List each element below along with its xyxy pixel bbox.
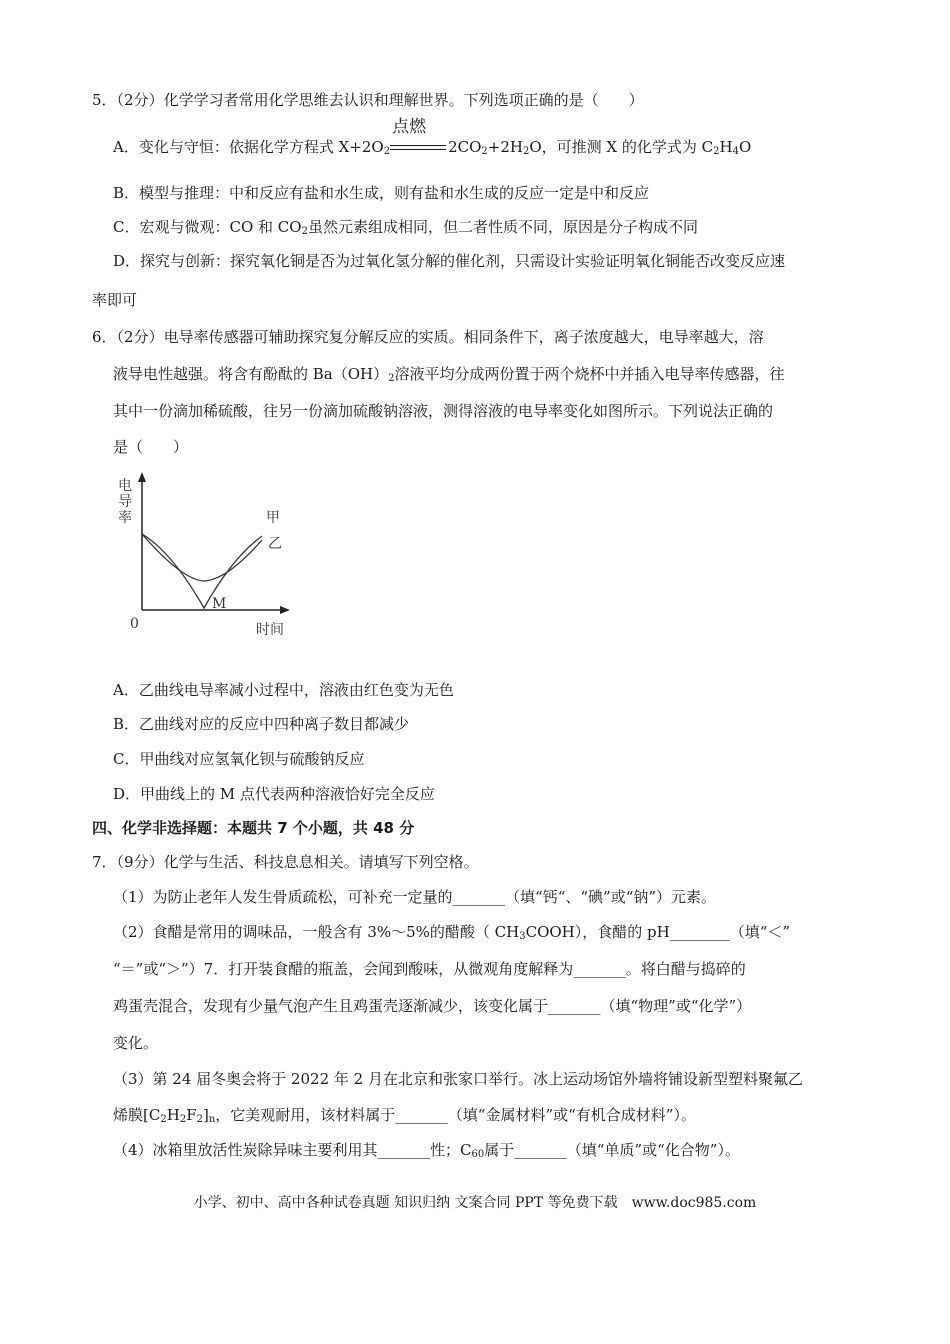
q7-part3-line2: 烯膜$[C_2H_2F_2]_n$，它美观耐用，该材料属于_______（填“金属材料”或“有机合成材料”）。 [113,1106,696,1125]
y-axis-arrow [138,472,146,482]
y-axis-label-char3: 率 [118,510,132,526]
conductivity-graph [112,468,292,638]
q6-line1: 6．（2分）电导率传感器可辅助探究复分解反应的实质。相同条件下，离子浓度越大，电导率越大，溶 [92,328,764,346]
q7-part2-line2: “＝”或“＞”）7．打开装食醋的瓶盖，会闻到酸味，从微观角度解释为_______。将白醋与捣碎的 [113,960,746,978]
q5-option-b: B．模型与推理：中和反应有盐和水生成，则有盐和水生成的反应一定是中和反应 [113,184,650,202]
x-axis-arrow [280,606,290,614]
q5-option-c: C．宏观与微观：CO 和 $CO_2$虽然元素组成相同，但二者性质不同，原因是分子构成不同 [113,218,698,237]
q6-option-a: A．乙曲线电导率减小过程中，溶液由红色变为无色 [113,681,454,699]
q7-part2-line3: 鸡蛋壳混合，发现有少量气泡产生且鸡蛋壳逐渐减少，该变化属于_______（填“物理”或“化学”） [113,997,752,1015]
section-heading: 四、化学非选择题：本题共 7 个小题，共 48 分 [92,819,415,837]
q5-stem: 5．（2分）化学学习者常用化学思维去认识和理解世界。下列选项正确的是（ ） [92,91,644,109]
q7-part2-line1: （2）食醋是常用的调味品，一般含有 3%～5%的醋酸（ $CH_3COOH$），食醋的 pH________（填“＜” [113,923,791,942]
q6-line2: 液导电性越强。将含有酚酞的 $Ba(OH)_2$溶液平均分成两份置于两个烧杯中并插入电导率传感器，往 [113,365,785,384]
q7-stem: 7．（9分）化学与生活、科技息息相关。请填写下列空格。 [92,853,479,871]
y-axis-label-char1: 电 [118,478,132,494]
reaction-arrow: 点燃 [390,137,448,157]
q6-line4: 是（ ） [113,438,189,456]
curve-yi-label: 乙 [268,536,282,552]
q5-option-a: A．变化与守恒：依据化学方程式 $X+2O_2$ 点燃 $2CO_2+2H_2O$，可推测 X 的化学式为 $C_2H_4O$ [113,117,752,157]
q7-part3-line1: （3）第 24 届冬奥会将于 2022 年 2 月在北京和张家口举行。冰上运动场馆外墙将铺设新型塑料聚氟乙 [113,1070,803,1088]
curve-jia [142,534,262,608]
origin-label: 0 [130,616,139,632]
curve-jia-label: 甲 [266,510,280,526]
y-axis-label-char2: 导 [118,494,132,510]
point-m-label: M [212,596,227,612]
q5-option-d-line1: D．探究与创新：探究氧化铜是否为过氧化氢分解的催化剂，只需设计实验证明氧化铜能否改变反应速 [113,252,786,270]
q6-line3: 其中一份滴加稀硫酸，往另一份滴加硫酸钠溶液，测得溶液的电导率变化如图所示。下列说法正确的 [113,402,774,420]
q7-part2-line4: 变化。 [113,1034,159,1052]
q6-option-c: C．甲曲线对应氢氧化钡与硫酸钠反应 [113,750,365,768]
q6-option-d: D．甲曲线上的 M 点代表两种溶液恰好完全反应 [113,785,435,803]
q7-part1: （1）为防止老年人发生骨质疏松，可补充一定量的_______（填“钙“、“碘”或“钠”）元素。 [113,888,717,906]
page-footer: 小学、初中、高中各种试卷真题 知识归纳 文案合同 PPT 等免费下载 www.doc985.com [193,1195,757,1211]
curve-yi [142,534,262,581]
q5-option-d-line2: 率即可 [92,291,138,309]
x-axis-label: 时间 [256,622,284,638]
q6-option-b: B．乙曲线对应的反应中四种离子数目都减少 [113,715,410,733]
q7-part4: （4）冰箱里放活性炭除异味主要利用其_______性；$C_{60}$属于_______（填“单质”或“化合物”）。 [113,1141,740,1160]
